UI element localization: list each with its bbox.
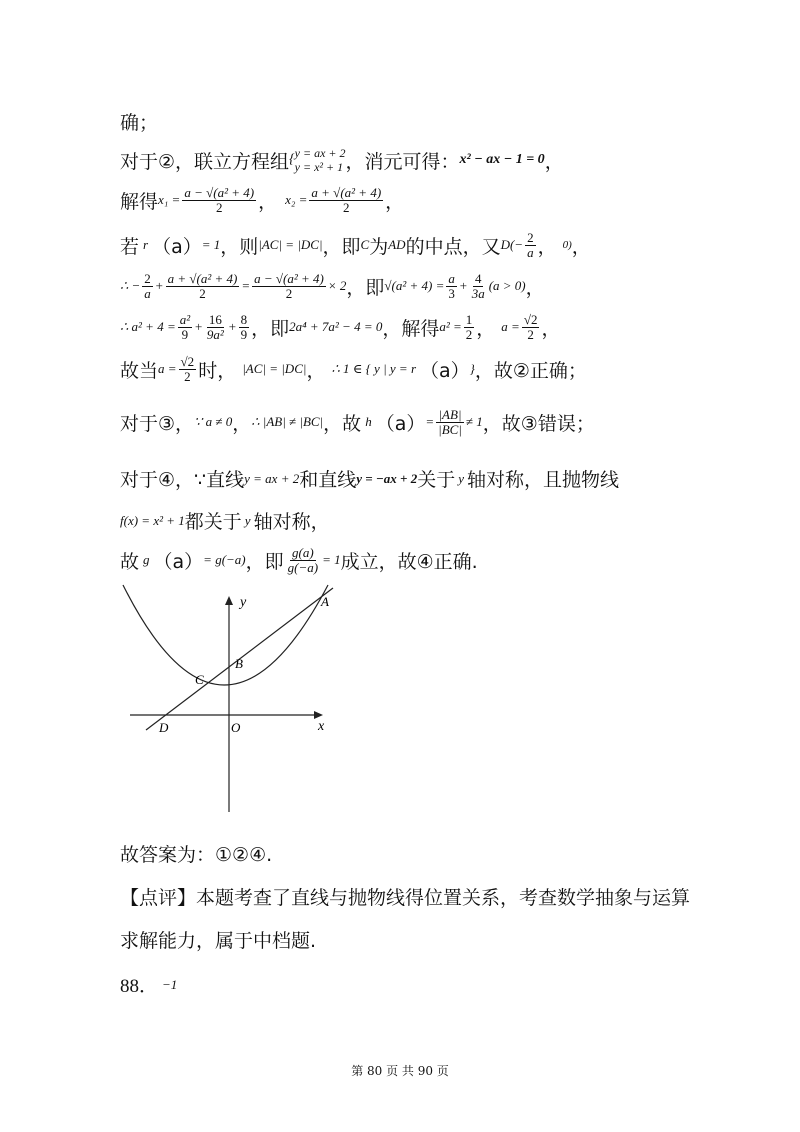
text-line-answer: 故答案为：①②④. [120,844,273,866]
text-line-6: ∴ a² + 4 = $\frac{\text{a²}}{9}$ + $\frac{16}{\text{9a²}}$ + $\frac{8}{9}$ ，即 2a⁴ + 7a² − 4 = 0 ，解得 a² = $\frac{1}{2}$ ， a = $\frac{√2}{2}$ ， [120,312,561,342]
label-x: x [318,719,325,734]
y-axis-arrow [225,596,233,605]
text-line-7: 故当 a = $\frac{√2}{2}$ 时， |AC| = |DC| ， ∴ 1 ∈ { y | y = r （a） } ，故②正确； [120,354,587,384]
label-B: B [235,656,243,671]
parabola-line-figure [118,580,340,820]
text-line-9: 对于④，∵直线 y = ax + 2 和直线 y = −ax + 2 关于 y 轴对称，且抛物线 [120,469,620,491]
page-footer: 第 80 页 共 90 页 [351,1064,449,1078]
label-D: D [159,720,169,735]
text-line-4: 若 r （a） = 1 ，则 |AC| = |DC| ，即 C 为 AD 的中点，又 D(− $\frac{2}{a}$ ， 0) ， [120,230,591,260]
text-line-11: 故 g （a） = g(−a) ，即 $\frac{g(a)}{g(-a)}$ = 1 成立，故④正确. [120,545,478,575]
text-line-question-88: 88． −1 [120,976,178,997]
equation-system: y = ax + 2 y = x² + 1 [294,146,346,175]
label-C: C [195,672,204,687]
text-line-comment-2: 求解能力，属于中档题. [120,930,317,952]
text-line-10: f(x) = x² + 1 都关于 y 轴对称， [120,511,330,533]
text-line-5: ∴ − $\frac{2}{a}$ + $\frac{\text{a + √(a² + 4)}}{2}$ = $\frac{\text{a − √(a² + 4)}}{2}$ × 2 ，即 √(a² + 4) = $\frac{a}{3}$ + $\frac{4}{3a}$ (a > 0) ， [120,271,545,301]
text-line-3: 解得 x₁ = $\frac{\text{a − √(a² + 4)}}{2}$ ， x₂ = $\frac{\text{a + √(a² + 4)}}{2}$ ， [120,185,405,215]
label-O: O [231,720,241,735]
label-y: y [240,595,247,610]
x-axis-arrow [314,711,323,719]
text-line-comment: 【点评】本题考查了直线与抛物线得位置关系，考查数学抽象与运算 [120,887,691,909]
text-line-8: 对于③， ∵ a ≠ 0 ， ∴ |AB| ≠ |BC| ，故 h （a） = $\frac{|AB|}{|BC|}$ ≠ 1 ，故③错误； [120,407,595,437]
text-line-2: 对于②，联立方程组 { y = ax + 2 y = x² + 1 ，消元可得： x² − ax − 1 = 0 ， [120,146,564,175]
text-line-1: 确； [120,112,159,134]
label-A: A [321,594,329,609]
